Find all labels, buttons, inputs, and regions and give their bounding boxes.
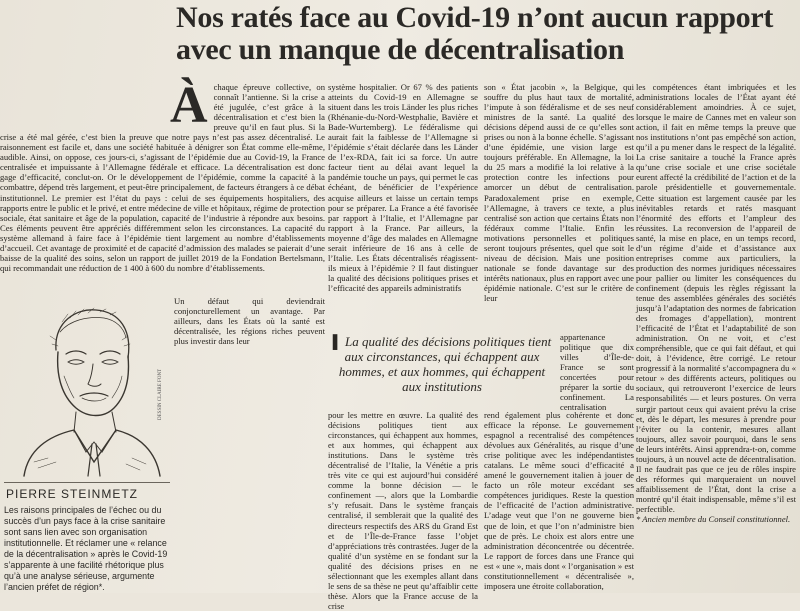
author-divider [4, 482, 170, 483]
quote-bar-icon: ▌ [332, 334, 343, 349]
column-1-text: chaque épreuve collective, on connaît l’antienne. Si la crise a été jugulée, c’est grâce à la décentralisation et c’est bien la preuve qu’il en faut plus. Si la crise a été mal gérée, c’est bien la preuve que notre pays n’est pas assez décentralisé. Le raisonnement est facile et, dans une société habituée à dénigrer son État comme elle-même, audible. Ainsi, on oppose, ces jours-ci, s’agissant de l’épidémie due au Covid-19, la France centralisée et impuissante à l’Allemagne fédérale et efficace. La décentralisation est donc gage d’efficacité, conclut-on. Or le développement de l’épidémie, comme la capacité à la combattre, dépend très largement, et peut-être principalement, de facteurs étrangers à ce débat institutionnel. Le premier est l’état du pays : celui de ses équipements hospitaliers, des rapports entre le public et le privé, et entre médecine de ville et hôpitaux, régime de protection sociale, état sanitaire et âge de la population, capacité de l’industrie à répondre aux besoins. Ces éléments peuvent être appréciés différemment selon les circonstances. La capacité du système allemand à faire face à l’épidémie tient largement au nombre d’établissements d’accueil. Cet avantage de proximité et de capacité d’admission des malades se paierait d’une baisse de la qualité des soins, selon un rapport de juillet 2019 de la Fondation Bertelsmann, qui recommandait une réduction de 1 400 à 600 du nombre d’établissements. [0, 82, 325, 273]
column-3-bottom [484, 410, 634, 590]
column-2-bottom-text: pour les mettre en œuvre. La qualité des décisions politiques tient aux circonstances, qui échappent aux hommes, et aux hommes, qui échappent aux institutions. Dans le système très décentralisé de l’Italie, la Vénétie a pris très vite ce qui est aujourd’hui considéré comme la bonne décision — le confinement —, alors que la Lombardie s’y refusait. Dans le système français centralisé, il semblerait que la qualité des directeurs respectifs des ARS du Grand Est et de l’Île-de-France fasse l’objet d’appréciations très contrastées. Juger de la qualité d’un système en se fondant sur la qualité des décisions prises en ne sélectionnant que les exemples allant dans le sens de sa thèse ne peut qu’affaiblir cette thèse. Alors que la France accuse de la crise [328, 410, 478, 611]
column-3-bottom-text: rend également plus cohérente et donc efficace la réponse. Le gouvernement espagnol a recentralisé des compétences dévolues aux Généralités, au risque d’une crise politique avec les indépendantistes catalans. Le même souci d’efficacité a amené le gouvernement italien à jouer de facto un rôle moteur excédant ses compétences juridiques. Reste la question de l’efficacité de l’action administrative. L’adage veut que l’on ne gouverne bien que de loin, et que l’on n’administre bien que de près. Le choix est alors entre une administration déconcentrée ou décentrée. Le rapport de forces dans une France qui est « une », mais dont « l’organisation » est constitutionnellement « décentralisée », imposera une étroite collaboration, [484, 410, 634, 591]
column-3-middle-text: appartenance politique que dix villes d’Île-de-France se sont concertées pour préparer la sortie du confinement. La centralisation [560, 332, 634, 413]
drop-cap: À [170, 77, 208, 134]
column-3-middle [560, 332, 634, 412]
column-1-continued [174, 296, 325, 590]
column-2-text: système hospitalier. Or 67 % des patients atteints du Covid-19 en Allemagne se situent dans les trois Länder les plus riches (Rhénanie-du-Nord-Westphalie, Bavière et Bade-Wurtemberg). Le fédéralisme qui aurait fait la faiblesse de l’Allemagne si l’épidémie s’était déclarée dans les Länder de l’ex-RDA, fait ici sa force. Un autre facteur tient au délai avant lequel la pandémie touche un pays, qui permet le cas échéant, de bénéficier de l’expérience acquise ailleurs et laisse un certain temps pour se préparer. La France a été favorisée par rapport à l’Italie, et l’Allemagne par rapport à la France. Par ailleurs, la moyenne d’âge des malades en Allemagne serait inférieure de 16 ans à celle de l’Italie. Les États décentralisés réagissent-ils mieux à l’épidémie ? Il faut distinguer la qualité des décisions politiques prises et l’efficacité des appareils administratifs [328, 82, 478, 293]
author-portrait-drawing [4, 292, 168, 476]
column-1-continued-text: Un défaut qui deviendrait conjoncturellement un avantage. Par ailleurs, dans les États où la santé est décentralisée, les régions riches peuvent plus investir dans leur [174, 296, 325, 347]
column-3-top [484, 82, 634, 338]
article-lead: Les raisons principales de l’échec ou du succès d’un pays face à la crise sanitaire sont sans lien avec son organisation institutionnelle. Et réclamer une « relance de la décentralisation » après le Covid-19 s’apparente à une facilité rhétorique plus qu’à une analyse sérieuse, argumente l’ancien préfet de région*. [4, 505, 168, 592]
column-4 [636, 82, 796, 590]
footnote: * Ancien membre du Conseil constitutionnel. [636, 514, 791, 525]
headline: Nos ratés face au Covid-19 n’ont aucun rapport avec un manque de décentralisation [176, 1, 774, 66]
column-2-top [328, 82, 478, 338]
portrait-sketch [4, 292, 168, 476]
column-2-bottom [328, 410, 478, 611]
illustration-credit: DESSIN CLAIRE FONT [158, 368, 163, 420]
author-name: PIERRE STEINMETZ [6, 487, 139, 501]
pull-quote [328, 334, 556, 394]
column-4-text: les compétences étant imbriquées et les administrations locales de l’État ayant été considérablement amoindries. À ce sujet, lorsque le maire de Cannes met en valeur son action, il fait en même temps la preuve que nos institutions n’ont pas empêché son action, qu’il a pu mener dans le respect de la légalité. La crise sanitaire a touché la France après qu’une crise sociale et une crise sociétale eurent affecté la crédibilité de l’action et de la parole présidentielle et gouvernementale. Cette situation est largement causée par les inévitables retards et ratés masquant l’énormité des efforts et l’ampleur des réussites. La reconversion de l’appareil de santé, la mise en place, en un temps record, d’un régime d’aide et d’assistance aux entreprises comme aux particuliers, la production des normes juridiques nécessaires pour pallier ou limiter les conséquences du confinement (depuis les règles régissant la tenue des assemblées générales des sociétés jusqu’à l’adaptation des normes de fabrication des fromages d’appellation), montrent l’efficacité de l’État et l’adaptabilité de son administration. On ne voit, et c’est compréhensible, que ce qui fait défaut, et qui doit, à l’évidence, être corrigé. Le retour progressif à la normalité s’accompagnera du « retour » des différents acteurs, politiques ou sociaux, qui retrouveront l’exercice de leurs responsabilités — et leurs postures. On verra surgir partout ceux qui avaient prévu la crise et, dès le départ, les mesures à prendre pour l’éviter ou la contenir, mesures allant toujours, allez savoir pourquoi, dans le sens de leurs intérêts. Ainsi apprendra-t-on, comme toujours, à un nouvel acte de décentralisation. Il ne faudrait pas que ce jeu de rôles inspire des réformes qui marqueraient un nouvel affaiblissement de l’État, dont la crise a montré qu’il était indispensable, même s’il est perfectible. [636, 82, 796, 514]
column-1-top [0, 77, 325, 294]
column-3-text: son « État jacobin », la Belgique, qui souffre du plus haut taux de mortalité, l’impute à son fédéralisme et de ses neuf ministres de la santé. La qualité des décisions dépend aussi de ce qu’elles sont prises ou non à la bonne échelle. S’agissant d’une épidémie, une vision large est toujours préférable. En Allemagne, la loi du 25 mars a modifié la loi relative à la protection contre les infections pour amorcer un début de centralisation. Paradoxalement prise en exemple, l’Allemagne, à travers ce texte, a plus centralisé son action que certains États non fédéraux comme l’Italie. Enfin les motivations personnelles et politiques seront toujours présentes, quel que soit le niveau de décision. Mais une position nationale se fonde davantage sur des intérêts nationaux, plus en rapport avec une épidémie nationale. C’est sur le critère de leur [484, 82, 634, 303]
pull-quote-text: La qualité des décisions politiques tient aux circonstances, qui échappent aux hommes, et aux hommes, qui échappent aux institutions [338, 334, 552, 394]
